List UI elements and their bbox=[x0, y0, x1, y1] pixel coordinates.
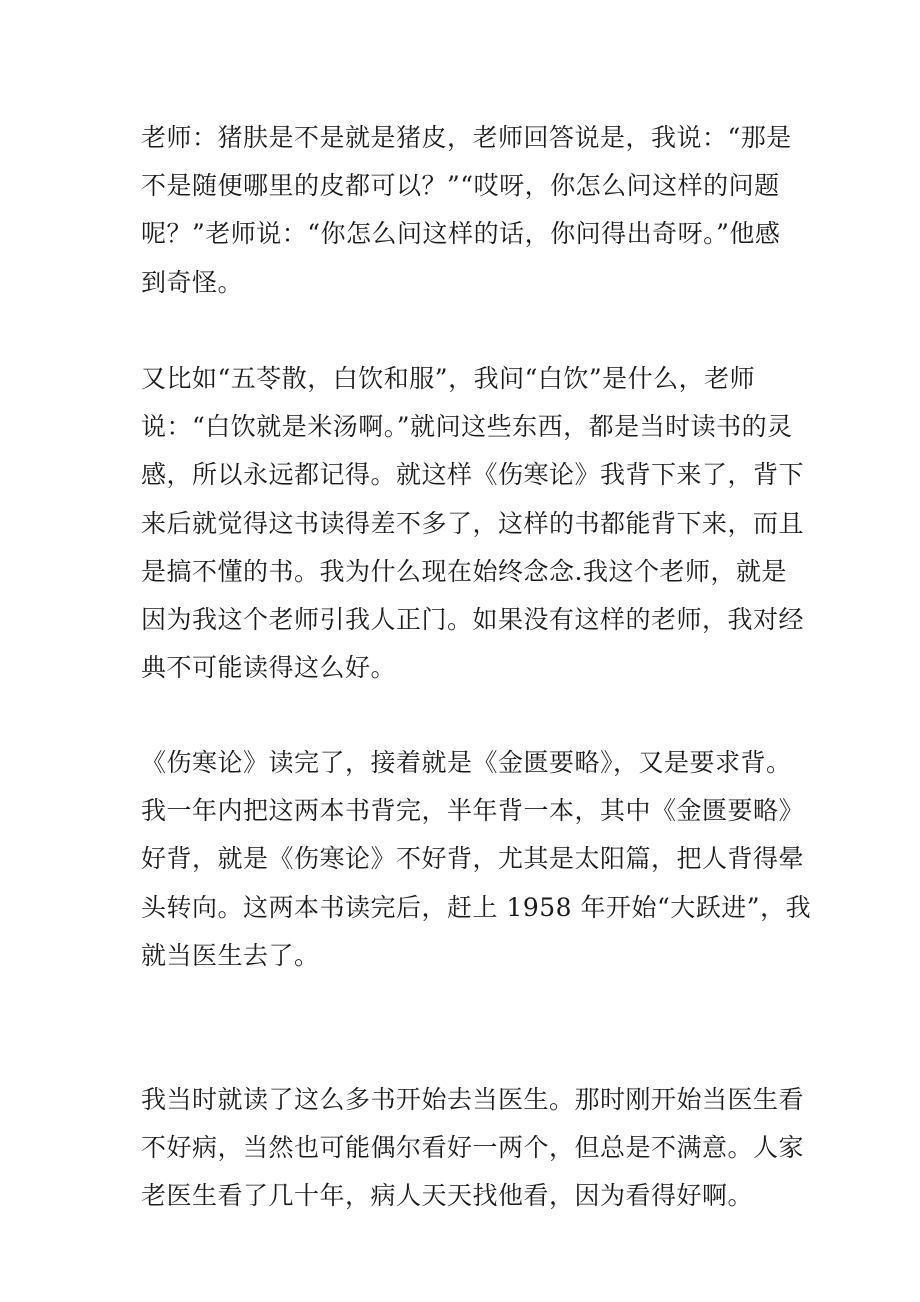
text-line: 好背，就是《伤寒论》不好背，尤其是太阳篇，把人背得晕 bbox=[141, 844, 805, 874]
paragraph-2 bbox=[141, 355, 805, 692]
text-line: 到奇怪。 bbox=[141, 267, 244, 297]
text-line: 不是随便哪里的皮都可以？”“哎呀，你怎么问这样的问题 bbox=[141, 171, 780, 201]
text-line: 我一年内把这两本书背完，半年背一本，其中《金匮要略》 bbox=[141, 796, 805, 826]
text-line: 头转向。这两本书读完后，赶上 1958 年开始“大跃进”，我 bbox=[141, 892, 812, 922]
text-line: 老医生看了几十年，病人天天找他看，因为看得好啊。 bbox=[141, 1181, 754, 1211]
text-line: 老师：猪肤是不是就是猪皮，老师回答说是，我说：“那是 bbox=[141, 123, 792, 152]
text-line: 典不可能读得这么好。 bbox=[141, 653, 397, 683]
text-line: 来后就觉得这书读得差不多了，这样的书都能背下来，而且 bbox=[141, 508, 805, 538]
text-line: 因为我这个老师引我人正门。如果没有这样的老师，我对经 bbox=[141, 605, 805, 635]
text-line: 呢？”老师说：“你怎么问这样的话，你问得出奇呀。”他感 bbox=[141, 219, 781, 249]
text-line: 《伤寒论》读完了，接着就是《金匮要略》，又是要求背。 bbox=[141, 748, 792, 777]
text-line: 不好病，当然也可能偶尔看好一两个，但总是不满意。人家 bbox=[141, 1133, 805, 1163]
text-line: 我当时就读了这么多书开始去当医生。那时刚开始当医生看 bbox=[141, 1085, 805, 1114]
paragraph-4 bbox=[141, 1076, 805, 1221]
paragraph-1 bbox=[141, 114, 791, 307]
text-line: 又比如“五苓散，白饮和服”，我问“白饮”是什么，老师 bbox=[141, 364, 756, 393]
paragraph-3 bbox=[141, 739, 812, 980]
text-line: 说：“白饮就是米汤啊。”就问这些东西，都是当时读书的灵 bbox=[141, 412, 793, 442]
text-line: 就当医生去了。 bbox=[141, 940, 320, 970]
text-line: 感，所以永远都记得。就这样《伤寒论》我背下来了，背下 bbox=[141, 460, 805, 490]
text-line: 是搞不懂的书。我为什么现在始终念念.我这个老师，就是 bbox=[141, 556, 787, 586]
